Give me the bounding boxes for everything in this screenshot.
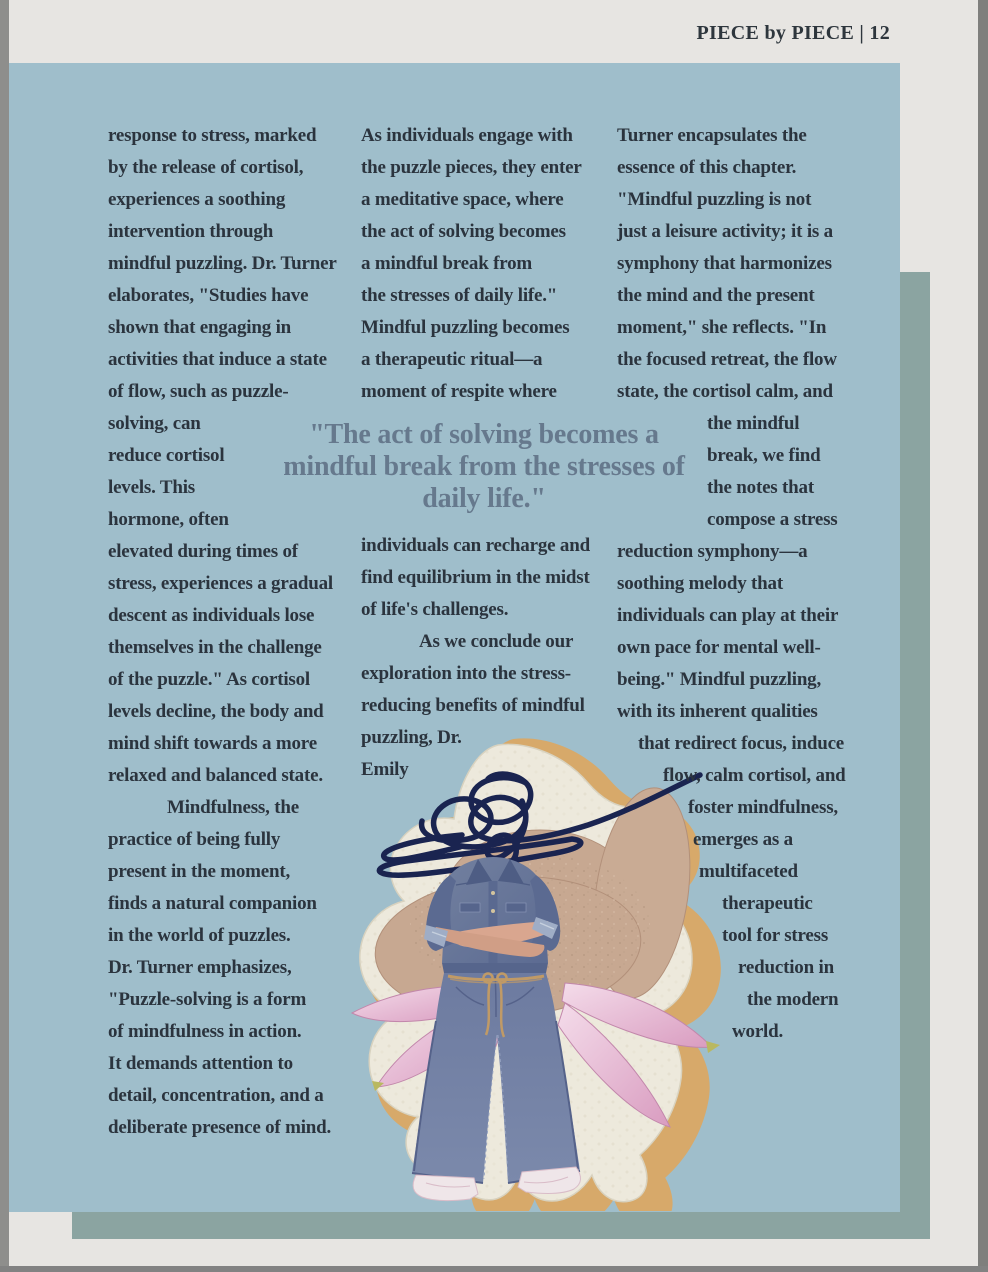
text-line: mindful break from the stresses of [283, 451, 685, 482]
text-line: that redirect focus, induce [638, 733, 845, 754]
text-line: state, the cortisol calm, and [617, 381, 833, 402]
text-line: break, we find [707, 445, 821, 466]
text-column-1 [108, 120, 337, 1144]
text-line: finds a natural companion [108, 893, 317, 914]
text-line: by the release of cortisol, [108, 157, 304, 178]
text-line: the focused retreat, the flow [617, 349, 837, 370]
text-line: the modern [747, 989, 839, 1010]
text-column-3 [617, 120, 846, 1048]
text-line: the notes that [707, 477, 814, 498]
text-line: of flow, such as puzzle- [108, 381, 289, 402]
scan-edge-right [978, 0, 988, 1272]
text-line: of life's challenges. [361, 599, 509, 620]
text-line: compose a stress [707, 509, 838, 530]
text-line: the act of solving becomes [361, 221, 566, 242]
text-line: moment," she reflects. "In [617, 317, 827, 338]
text-line: the puzzle pieces, they enter [361, 157, 582, 178]
text-line: tool for stress [722, 925, 829, 946]
text-line: moment of respite where [361, 381, 557, 402]
text-line: individuals can recharge and [361, 535, 590, 556]
text-line: mindful puzzling. Dr. Turner [108, 253, 337, 274]
text-line: Mindful puzzling becomes [361, 317, 570, 338]
text-column-2-top [361, 120, 582, 408]
text-line: of the puzzle." As cortisol [108, 669, 310, 690]
text-line: in the world of puzzles. [108, 925, 291, 946]
text-line: the stresses of daily life." [361, 285, 558, 306]
text-line: It demands attention to [108, 1053, 293, 1074]
text-line: As we conclude our [419, 631, 574, 652]
text-line: symphony that harmonizes [617, 253, 832, 274]
magazine-title-page-number: PIECE by PIECE | 12 [696, 22, 890, 44]
text-line: levels decline, the body and [108, 701, 324, 722]
text-line: essence of this chapter. [617, 157, 797, 178]
text-line: "Puzzle-solving is a form [108, 989, 307, 1010]
jacket-hem [442, 963, 548, 973]
text-line: soothing melody that [617, 573, 783, 594]
text-line: reduce cortisol [108, 445, 225, 466]
text-line: present in the moment, [108, 861, 291, 882]
text-line: detail, concentration, and a [108, 1085, 324, 1106]
text-line: flow, calm cortisol, and [663, 765, 846, 786]
text-line: just a leisure activity; it is a [617, 221, 833, 242]
text-line: Turner encapsulates the [617, 125, 807, 146]
text-line: multifaceted [699, 861, 798, 882]
pocket-flap [460, 903, 480, 912]
text-line: activities that induce a state [108, 349, 327, 370]
text-line: solving, can [108, 413, 201, 434]
text-line: emerges as a [693, 829, 793, 850]
text-line: Dr. Turner emphasizes, [108, 957, 292, 978]
text-line: individuals can play at their [617, 605, 839, 626]
text-line: find equilibrium in the midst [361, 567, 590, 588]
text-line: world. [732, 1021, 784, 1042]
text-line: the mindful [707, 413, 800, 434]
text-line: response to stress, marked [108, 125, 317, 146]
text-line: elaborates, "Studies have [108, 285, 309, 306]
text-line: daily life." [422, 483, 546, 514]
text-line: a meditative space, where [361, 189, 564, 210]
scan-edge-left [0, 0, 9, 1272]
text-line: elevated during times of [108, 541, 298, 562]
text-line: therapeutic [722, 893, 813, 914]
text-line: a mindful break from [361, 253, 533, 274]
text-line: themselves in the challenge [108, 637, 322, 658]
text-line: a therapeutic ritual—a [361, 349, 543, 370]
text-line: Emily [361, 759, 409, 780]
text-line: of mindfulness in action. [108, 1021, 302, 1042]
text-line: mind shift towards a more [108, 733, 317, 754]
text-line: being." Mindful puzzling, [617, 669, 822, 690]
text-line: with its inherent qualities [617, 701, 818, 722]
text-line: practice of being fully [108, 829, 281, 850]
text-line: intervention through [108, 221, 274, 242]
text-column-2-bottom [361, 530, 590, 786]
text-line: reducing benefits of mindful [361, 695, 585, 716]
text-line: the mind and the present [617, 285, 815, 306]
text-line: descent as individuals lose [108, 605, 315, 626]
text-line: puzzling, Dr. [361, 727, 462, 748]
magazine-header [9, 0, 978, 63]
text-line: "Mindful puzzling is not [617, 189, 812, 210]
magazine-page [9, 63, 900, 1212]
pocket-flap [506, 903, 526, 912]
text-line: exploration into the stress- [361, 663, 571, 684]
text-line: reduction symphony—a [617, 541, 808, 562]
text-line: experiences a soothing [108, 189, 286, 210]
text-line: Mindfulness, the [167, 797, 299, 818]
text-line: own pace for mental well- [617, 637, 821, 658]
text-line: As individuals engage with [361, 125, 573, 146]
scan-edge-bottom [0, 1266, 988, 1272]
text-line: stress, experiences a gradual [108, 573, 333, 594]
text-line: shown that engaging in [108, 317, 292, 338]
text-line: relaxed and balanced state. [108, 765, 323, 786]
text-line: deliberate presence of mind. [108, 1117, 332, 1138]
text-line: foster mindfulness, [688, 797, 838, 818]
sneaker-left [413, 1175, 478, 1201]
text-line: reduction in [738, 957, 834, 978]
text-line: "The act of solving becomes a [309, 419, 659, 450]
text-line: levels. This [108, 477, 195, 498]
text-line: hormone, often [108, 509, 229, 530]
